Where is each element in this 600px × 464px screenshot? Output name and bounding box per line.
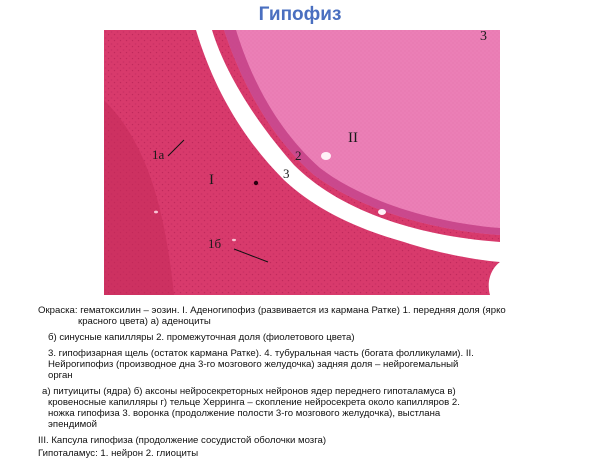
caption — [38, 305, 578, 464]
caption-line-7: а) питуициты (ядра) б) аксоны нейросекреторных нейронов ядер переднего гипоталамуса в) — [42, 386, 456, 397]
caption-line-1: Окраска: гематоксилин – эозин. I. Аденогипофиз (развивается из кармана Ратке) 1. передняя доля (ярко — [38, 305, 506, 316]
caption-line-6: орган — [48, 370, 73, 381]
label-II: II — [348, 130, 358, 146]
caption-block-2 — [38, 348, 578, 381]
caption-line-2: красного цвета) а) аденоциты — [78, 316, 211, 327]
caption-line-12: Гипоталамус: 1. нейрон 2. глиоциты — [38, 448, 199, 459]
caption-line-4: 3. гипофизарная щель (остаток кармана Ратке). 4. тубуральная часть (богата фолликулами). II. — [48, 348, 474, 359]
caption-line-10: эпендимой — [48, 419, 97, 430]
micrograph-image — [104, 30, 500, 295]
label-I: I — [209, 172, 214, 188]
caption-line-9: ножка гипофиза 3. воронка (продолжение полости 3-го мозгового желудочка), выстлана — [48, 408, 441, 419]
label-3-cleft: 3 — [283, 166, 290, 181]
page-title: Гипофиз — [258, 4, 342, 25]
caption-line-5: Нейрогипофиз (производное дна 3-го мозгового желудочка) задняя доля – нейрогемальный — [48, 359, 459, 370]
label-2: 2 — [295, 148, 302, 163]
label-1b: 1б — [208, 236, 222, 251]
caption-block-3 — [38, 386, 578, 430]
caption-line-8: кровеносные капилляры г) тельце Херринга – скопление нейросекрета около капилляров 2. — [48, 397, 460, 408]
caption-line-3: б) синусные капилляры 2. промежуточная доля (фиолетового цвета) — [48, 332, 355, 343]
label-3-corner: 3 — [480, 30, 487, 44]
caption-line-11: III. Капсула гипофиза (продолжение сосудистой оболочки мозга) — [38, 435, 327, 446]
caption-block-1 — [38, 305, 578, 327]
label-1a: 1а — [152, 147, 165, 162]
